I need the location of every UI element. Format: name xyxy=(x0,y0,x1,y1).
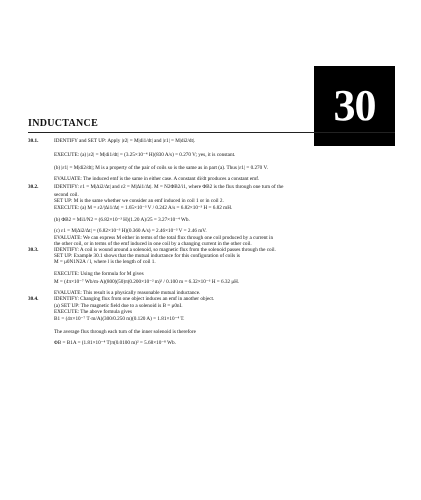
line-text: ΦB = B1A = (1.81×10⁻⁴ T)π(0.0100 m)² = 5.68×10⁻⁸ Wb. xyxy=(54,340,176,346)
problem-number: 30.4. xyxy=(28,296,39,302)
chapter-number-box xyxy=(314,66,395,146)
line-text: EVALUATE: This result is a physically reasonable mutual inductance. xyxy=(54,290,201,296)
line-text: M = (4π×10⁻⁷ Wb/m·A)(800)(50)π(0.200×10⁻² m)² / 0.100 m = 6.32×10⁻⁶ H = 6.32 μH. xyxy=(54,279,240,285)
problem-number: 30.1. xyxy=(28,138,39,144)
line-text: The average flux through each turn of the inner solenoid is therefore xyxy=(54,329,196,335)
line-text: (a) SET UP: The magnetic field due to a solenoid is B = μ0nI. xyxy=(54,303,183,309)
line-text: IDENTIFY: Changing flux from one object induces an emf in another object. xyxy=(54,296,215,302)
line-text: EXECUTE: The above formula gives xyxy=(54,309,132,315)
line-text: SET UP: M is the same whether we consider an emf induced in coil 1 or in coil 2. xyxy=(54,198,224,204)
line-text: (b) |ε1| = M|di2/dt|; M is a property of the pair of coils so is the same as in part (a). Thus |ε1| = 0.270 V. xyxy=(54,165,268,171)
line-text: EXECUTE: Using the formula for M gives xyxy=(54,271,144,277)
problem-number: 30.2. xyxy=(28,184,39,190)
line-text: IDENTIFY: ε1 = M|Δi2/Δt| and ε2 = M|Δi1/Δt|. M = N2ΦB2/i1, where ΦB2 is the flux through one turn of the xyxy=(54,184,284,190)
line-text: EVALUATE: We can express M either in terms of the total flux through one coil produced by a current in xyxy=(54,235,274,241)
line-text: M = μ0N1N2A / l, where l is the length of coil 1. xyxy=(54,259,156,265)
chapter-title: INDUCTANCE xyxy=(28,118,99,129)
line-text: IDENTIFY: A coil is wound around a solenoid, so magnetic flux from the solenoid passes through the coil. xyxy=(54,247,276,253)
line-text: second coil. xyxy=(54,192,79,198)
line-text: EXECUTE: (a) M = ε2/|Δi1/Δt| = 1.65×10⁻³ V / 0.242 A/s = 6.82×10⁻³ H = 6.82 mH. xyxy=(54,205,233,211)
chapter-number: 30 xyxy=(333,81,376,130)
line-text: the other coil, or in terms of the emf induced in one coil by a changing current in the other coil. xyxy=(54,241,252,247)
line-text: IDENTIFY and SET UP: Apply |ε2| = M|di1/dt| and |ε1| = M|di2/dt|. xyxy=(54,138,196,144)
line-text: SET UP: Example 30.1 shows that the mutual inductance for this configuration of coils is xyxy=(54,253,240,259)
problem-number: 30.3. xyxy=(28,247,39,253)
line-text: (c) ε1 = M|Δi2/Δt| = (6.82×10⁻³ H)(0.360 A/s) = 2.46×10⁻³ V = 2.46 mV. xyxy=(54,228,207,234)
line-text: (b) ΦB2 = Mi1/N2 = (6.82×10⁻³ H)(1.20 A)/25 = 3.27×10⁻⁴ Wb. xyxy=(54,217,190,223)
title-rule xyxy=(28,132,395,133)
line-text: EVALUATE: The induced emf is the same in either case. A constant di/dt produces a constant emf. xyxy=(54,176,260,182)
line-text: B1 = (4π×10⁻⁷ T·m/A)(300/0.250 m)(0.120 A) = 1.81×10⁻⁴ T. xyxy=(54,316,185,322)
line-text: EXECUTE: (a) |ε2| = M|di1/dt| = (3.25×10⁻⁴ H)(830 A/s) = 0.270 V; yes, it is constant. xyxy=(54,152,236,158)
